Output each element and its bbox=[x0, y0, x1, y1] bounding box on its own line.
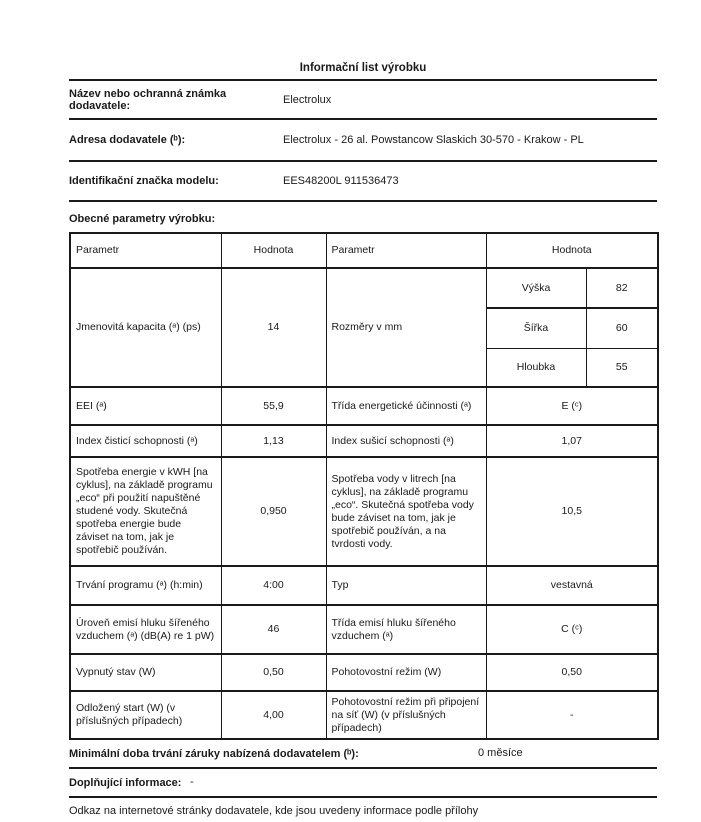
parameters-table bbox=[69, 232, 659, 740]
dimension-height-value: 82 bbox=[586, 268, 658, 308]
program-duration-value: 4:00 bbox=[221, 566, 326, 605]
eei-row bbox=[70, 387, 658, 425]
energy-water-consumption-row bbox=[70, 457, 658, 566]
cleaning-index-label: Index čisticí schopnosti (ᵃ) bbox=[70, 425, 221, 457]
energy-class-value: E (ᶜ) bbox=[486, 387, 658, 425]
dimension-depth-value: 55 bbox=[586, 348, 658, 387]
supplier-name-row bbox=[69, 81, 657, 120]
additional-info-label: Doplňující informace: bbox=[69, 776, 182, 789]
drying-index-label: Index sušicí schopnosti (ᵃ) bbox=[326, 425, 486, 457]
networked-standby-label: Pohotovostní režim při připojení na síť (W) (v příslušných případech) bbox=[326, 691, 486, 739]
supplier-name-value: Electrolux bbox=[283, 93, 332, 106]
document-title: Informační list výrobku bbox=[69, 0, 657, 81]
type-value: vestavná bbox=[486, 566, 658, 605]
supplier-website-note: Odkaz na internetové stránky dodavatele, kde jsou uvedeny informace podle přílohy bbox=[69, 805, 479, 817]
dimension-height-label: Výška bbox=[486, 268, 586, 308]
supplier-address-row bbox=[69, 120, 657, 162]
document-content bbox=[69, 0, 657, 817]
noise-level-label: Úroveň emisí hluku šířeného vzduchem (ᵃ) (dB(A) re 1 pW) bbox=[70, 605, 221, 654]
supplier-address-value: Electrolux - 26 al. Powstancow Slaskich 30-570 - Krakow - PL bbox=[283, 134, 584, 146]
dimension-width-value: 60 bbox=[586, 308, 658, 348]
warranty-label: Minimální doba trvání záruky nabízená dodavatelem (ᵇ): bbox=[69, 747, 359, 760]
noise-class-value: C (ᶜ) bbox=[486, 605, 658, 654]
model-identifier-value: EES48200L 911536473 bbox=[283, 175, 399, 187]
supplier-name-label: Název nebo ochranná známka dodavatele: bbox=[69, 87, 227, 112]
noise-row bbox=[70, 605, 658, 654]
noise-class-label: Třída emisí hluku šířeného vzduchem (ᵃ) bbox=[326, 605, 486, 654]
capacity-value-cell: 14 bbox=[221, 268, 326, 387]
energy-class-label: Třída energetické účinnosti (ᵃ) bbox=[326, 387, 486, 425]
model-identifier-row bbox=[69, 162, 657, 202]
header-value-left: Hodnota bbox=[221, 233, 326, 268]
warranty-row bbox=[69, 740, 657, 769]
dimension-depth-label: Hloubka bbox=[486, 348, 586, 387]
delayed-start-value: 4,00 bbox=[221, 691, 326, 739]
header-parameter-left: Parametr bbox=[70, 233, 221, 268]
dimensions-label-cell: Rozměry v mm bbox=[326, 268, 486, 387]
energy-consumption-value: 0,950 bbox=[221, 457, 326, 566]
off-mode-row bbox=[70, 654, 658, 691]
eei-label: EEI (ᵃ) bbox=[70, 387, 221, 425]
type-label: Typ bbox=[326, 566, 486, 605]
drying-index-value: 1,07 bbox=[486, 425, 658, 457]
general-parameters-heading: Obecné parametry výrobku: bbox=[69, 213, 216, 225]
program-duration-label: Trvání programu (ᵃ) (h:min) bbox=[70, 566, 221, 605]
eei-value: 55,9 bbox=[221, 387, 326, 425]
networked-standby-value: - bbox=[486, 691, 658, 739]
energy-consumption-label: Spotřeba energie v kWH [na cyklus], na základě programu „eco“ při použití napuštěné studené vody. Skutečná spotřeba energie bude záviset na tom, jak je spotřebič používán. bbox=[70, 457, 221, 566]
delayed-start-row bbox=[70, 691, 658, 739]
dimension-width-label: Šířka bbox=[486, 308, 586, 348]
off-mode-value: 0,50 bbox=[221, 654, 326, 691]
warranty-value: 0 měsíce bbox=[478, 747, 523, 759]
header-parameter-right: Parametr bbox=[326, 233, 486, 268]
water-consumption-label: Spotřeba vody v litrech [na cyklus], na základě programu „eco“. Skutečná spotřeba vody bude záviset na tom, jak je spotřebič používán, a na tvrdosti vody. bbox=[326, 457, 486, 566]
off-mode-label: Vypnutý stav (W) bbox=[70, 654, 221, 691]
cleaning-index-value: 1,13 bbox=[221, 425, 326, 457]
header-value-right: Hodnota bbox=[486, 233, 658, 268]
water-consumption-value: 10,5 bbox=[486, 457, 658, 566]
additional-info-row bbox=[69, 769, 657, 798]
noise-level-value: 46 bbox=[221, 605, 326, 654]
program-duration-row bbox=[70, 566, 658, 605]
standby-mode-value: 0,50 bbox=[486, 654, 658, 691]
additional-info-value: - bbox=[190, 776, 194, 788]
table-header-row bbox=[70, 233, 658, 268]
supplier-address-label: Adresa dodavatele (ᵇ): bbox=[69, 134, 186, 146]
delayed-start-label: Odložený start (W) (v příslušných případech) bbox=[70, 691, 221, 739]
model-identifier-label: Identifikační značka modelu: bbox=[69, 175, 219, 187]
capacity-dimensions-row bbox=[70, 268, 658, 308]
capacity-label-cell: Jmenovitá kapacita (ᵃ) (ps) bbox=[70, 268, 221, 387]
standby-mode-label: Pohotovostní režim (W) bbox=[326, 654, 486, 691]
cleaning-index-row bbox=[70, 425, 658, 457]
